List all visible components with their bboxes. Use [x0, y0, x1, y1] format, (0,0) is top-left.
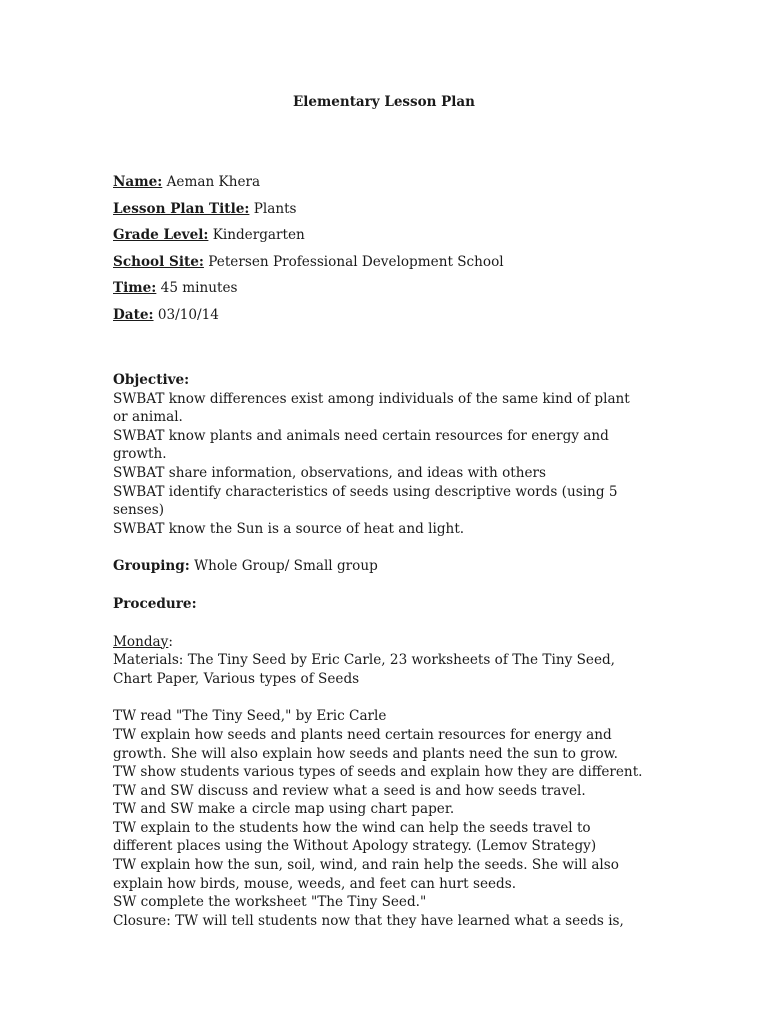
spacer — [113, 576, 653, 595]
monday-colon: : — [168, 633, 173, 650]
procedure-step: TW explain how seeds and plants need certain resources for energy and — [113, 726, 612, 743]
objective-line: SWBAT know plants and animals need certain resources for energy and — [113, 427, 609, 444]
procedure-step: TW read "The Tiny Seed," by Eric Carle — [113, 708, 387, 725]
objective-line: senses) — [113, 502, 165, 519]
procedure-step: growth. She will also explain how seeds and plants need the sun to grow. — [113, 745, 618, 762]
info-row-date — [113, 305, 653, 332]
materials-line: Chart Paper, Various types of Seeds — [113, 670, 360, 687]
procedure-step: explain how birds, mouse, weeds, and feet can hurt seeds. — [113, 875, 517, 892]
procedure-step: TW explain how the sun, soil, wind, and rain help the seeds. She will also — [113, 857, 619, 874]
objective-section — [113, 371, 653, 538]
objective-line: growth. — [113, 446, 167, 463]
materials-line: Materials: The Tiny Seed by Eric Carle, 23 worksheets of The Tiny Seed, — [113, 652, 616, 669]
document-title: Elementary Lesson Plan — [293, 94, 475, 110]
grouping-label: Grouping: — [113, 558, 190, 575]
info-value: Plants — [249, 200, 297, 217]
info-row-name — [113, 172, 653, 199]
procedure-heading: Procedure: — [113, 595, 197, 612]
info-section — [113, 172, 653, 331]
monday-heading — [113, 633, 653, 652]
info-value: Kindergarten — [208, 227, 305, 243]
spacer — [113, 538, 653, 557]
info-value: 03/10/14 — [153, 306, 219, 323]
info-value: Aeman Khera — [162, 174, 261, 190]
grouping-row — [113, 557, 653, 576]
info-row-time — [113, 278, 653, 305]
objective-line: SWBAT identify characteristics of seeds using descriptive words (using 5 — [113, 483, 618, 500]
info-label: School Site: — [113, 253, 204, 270]
monday-label: Monday — [113, 633, 169, 650]
info-row-school-site — [113, 252, 653, 279]
procedure-step: SW complete the worksheet "The Tiny Seed." — [113, 894, 427, 911]
objective-line: SWBAT share information, observations, and ideas with others — [113, 464, 547, 481]
info-label: Time: — [113, 280, 157, 296]
info-label: Lesson Plan Title: — [113, 200, 250, 217]
objective-line: SWBAT know the Sun is a source of heat and light. — [113, 520, 465, 537]
objective-line: or animal. — [113, 409, 183, 426]
monday-section — [113, 633, 653, 931]
grouping-value: Whole Group/ Small group — [189, 558, 378, 575]
procedure-step: Closure: TW will tell students now that they have learned what a seeds is, — [113, 912, 624, 929]
info-label: Name: — [113, 174, 163, 190]
spacer — [113, 331, 653, 371]
info-value: 45 minutes — [156, 280, 238, 296]
objective-heading: Objective: — [113, 372, 190, 388]
procedure-step: TW show students various types of seeds and explain how they are different. — [113, 764, 643, 781]
procedure-step: TW and SW make a circle map using chart paper. — [113, 801, 455, 818]
document-body — [113, 172, 653, 930]
procedure-step: TW and SW discuss and review what a seed is and how seeds travel. — [113, 782, 586, 799]
info-row-lesson-title — [113, 199, 653, 226]
procedure-step: different places using the Without Apology strategy. (Lemov Strategy) — [113, 838, 597, 855]
spacer — [113, 688, 653, 707]
info-row-grade-level — [113, 225, 653, 252]
objective-line: SWBAT know differences exist among individuals of the same kind of plant — [113, 390, 630, 407]
info-label: Grade Level: — [113, 227, 209, 243]
spacer — [113, 614, 653, 633]
procedure-step: TW explain to the students how the wind can help the seeds travel to — [113, 819, 591, 836]
info-value: Petersen Professional Development School — [203, 253, 504, 270]
info-label: Date: — [113, 306, 154, 323]
